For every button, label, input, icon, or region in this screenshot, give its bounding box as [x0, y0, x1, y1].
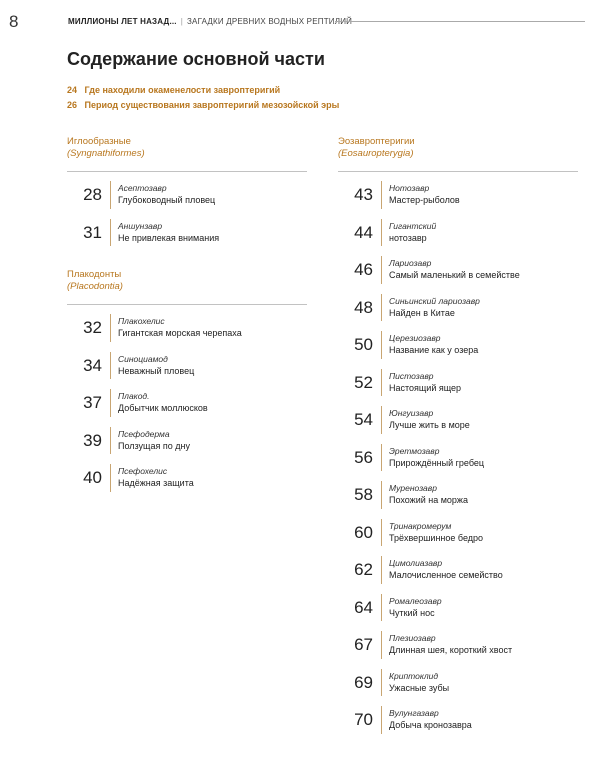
entry-species-name: Гигантский	[389, 220, 437, 231]
entry-text	[389, 626, 512, 664]
entry-description: Настоящий ящер	[389, 382, 462, 393]
page-title: Содержание основной части	[67, 49, 325, 69]
section-title: ЗАГАДКИ ДРЕВНИХ ВОДНЫХ РЕПТИЛИЙ	[187, 17, 353, 26]
toc-entry[interactable]	[338, 439, 578, 477]
entry-divider	[110, 314, 111, 342]
entry-page-number: 43	[354, 185, 373, 204]
toc-group	[67, 269, 307, 497]
entry-description: Не привлекая внимания	[118, 232, 220, 243]
entry-description: Надёжная защита	[118, 478, 194, 489]
toc-group	[67, 136, 307, 251]
group-header	[67, 136, 307, 172]
entry-page-number: 28	[83, 185, 102, 204]
entry-page-number: 64	[354, 597, 373, 617]
entry-text	[118, 347, 194, 385]
entry-species-name: Пистозавр	[389, 370, 434, 381]
entry-divider	[110, 352, 111, 380]
toc-entry[interactable]	[338, 626, 578, 664]
entry-description: Добытчик моллюсков	[118, 403, 208, 414]
entry-page-number: 62	[354, 560, 373, 579]
running-header	[0, 0, 600, 40]
toc-entry[interactable]	[67, 384, 307, 422]
entry-divider	[110, 464, 111, 492]
entry-divider	[110, 389, 111, 417]
entry-text	[118, 459, 194, 497]
entry-description: нотозавр	[389, 232, 427, 243]
entry-description: Малочисленное семейство	[389, 570, 503, 581]
toc-entry[interactable]	[67, 459, 307, 497]
entry-divider	[381, 481, 382, 509]
entry-divider	[381, 594, 382, 622]
header-separator: |	[180, 17, 183, 26]
toc-entry[interactable]	[338, 364, 578, 402]
entry-species-name: Плакод.	[118, 391, 150, 402]
toc-entry[interactable]	[338, 214, 578, 252]
entry-species-name: Юнгуизавр	[389, 408, 434, 419]
entry-divider	[110, 427, 111, 455]
toc-entry[interactable]	[67, 422, 307, 460]
entry-divider	[381, 256, 382, 284]
entry-divider	[110, 181, 111, 209]
entry-text	[389, 364, 461, 402]
toc-entry[interactable]	[67, 214, 307, 252]
toc-entry[interactable]	[338, 589, 578, 627]
group-header	[67, 269, 307, 305]
entry-species-name: Синоциамод	[118, 353, 168, 364]
entry-page-number: 40	[83, 468, 102, 487]
entry-text	[389, 439, 484, 477]
toc-entry[interactable]	[338, 476, 578, 514]
entry-page-number: 52	[354, 372, 373, 392]
entry-text	[118, 214, 219, 252]
entry-description: Неважный пловец	[118, 365, 195, 376]
running-title	[68, 17, 352, 26]
entry-description: Найден в Китае	[389, 307, 455, 318]
group-latin-name: (Eosauropterygia)	[338, 148, 414, 159]
entry-page-number: 48	[354, 297, 373, 317]
entry-text	[389, 401, 470, 439]
entry-divider	[381, 369, 382, 397]
entry-description: Мастер-рыболов	[389, 195, 460, 206]
entry-page-number: 69	[354, 672, 373, 692]
entry-text	[389, 214, 436, 252]
entry-description: Длинная шея, короткий хвост	[389, 645, 513, 656]
entry-page-number: 44	[354, 222, 373, 242]
entry-divider	[381, 556, 382, 584]
entry-text	[389, 514, 483, 552]
entry-description: Добыча кронозавра	[389, 720, 472, 731]
entry-species-name: Асептозавр	[118, 183, 167, 194]
entry-species-name: Псефохелис	[118, 466, 168, 477]
entry-text	[118, 384, 208, 422]
entry-text	[389, 476, 468, 514]
toc-entry[interactable]	[67, 176, 307, 214]
entry-page-number: 56	[354, 447, 373, 467]
entry-species-name: Ромалеозавр	[389, 595, 442, 606]
entry-text	[118, 309, 242, 347]
entry-description: Лучше жить в море	[389, 420, 470, 431]
entry-text	[389, 289, 480, 327]
book-title: МИЛЛИОНЫ ЛЕТ НАЗАД...	[68, 17, 177, 26]
entry-divider	[110, 219, 111, 247]
toc-entry[interactable]	[338, 401, 578, 439]
entry-description: Глубоководный пловец	[118, 195, 216, 206]
right-column	[338, 136, 578, 757]
entry-description: Ползущая по дну	[118, 440, 190, 451]
entry-page-number: 31	[83, 222, 102, 242]
intro-links	[67, 83, 339, 113]
entry-page-number: 37	[83, 393, 102, 412]
entry-page-number: 32	[83, 318, 102, 337]
entry-species-name: Псефодерма	[118, 428, 170, 439]
entry-text	[389, 589, 442, 627]
intro-text: Где находили окаменелости завроптеригий	[84, 85, 281, 95]
entry-text	[389, 664, 449, 702]
intro-page: 26	[67, 100, 78, 110]
entry-divider	[381, 406, 382, 434]
entry-description: Чуткий нос	[389, 607, 435, 618]
entry-text	[389, 701, 472, 739]
entry-species-name: Муренозавр	[389, 483, 437, 494]
entry-description: Трёхвершинное бедро	[389, 532, 484, 543]
entry-text	[118, 422, 190, 460]
toc-entry[interactable]	[338, 289, 578, 327]
toc-entry[interactable]	[67, 309, 307, 347]
entry-species-name: Криптоклид	[389, 670, 439, 681]
entry-description: Самый маленький в семействе	[389, 270, 520, 281]
group-latin-name: (Placodontia)	[67, 281, 123, 292]
entry-species-name: Плезиозавр	[389, 633, 436, 644]
entry-page-number: 50	[354, 335, 373, 354]
entry-text	[389, 326, 478, 364]
left-column	[67, 136, 307, 515]
entry-divider	[381, 631, 382, 659]
toc-entry[interactable]	[338, 664, 578, 702]
group-latin-name: (Syngnathiformes)	[67, 148, 145, 159]
intro-item[interactable]	[67, 98, 339, 113]
entry-species-name: Вулунгазавр	[389, 708, 439, 719]
entry-page-number: 60	[354, 522, 373, 542]
entry-page-number: 54	[354, 410, 373, 429]
entry-text	[389, 251, 520, 289]
entry-divider	[381, 181, 382, 209]
entry-species-name: Эретмозавр	[389, 445, 440, 456]
entry-page-number: 34	[83, 355, 102, 375]
entry-page-number: 67	[354, 635, 373, 654]
toc-entry[interactable]	[338, 251, 578, 289]
entry-divider	[381, 294, 382, 322]
entry-species-name: Плакохелис	[118, 316, 165, 327]
page-number: 8	[9, 12, 19, 31]
toc-entry[interactable]	[338, 551, 578, 589]
entry-divider	[381, 219, 382, 247]
entry-page-number: 70	[354, 710, 373, 729]
toc-group	[338, 136, 578, 739]
entry-divider	[381, 444, 382, 472]
entry-species-name: Нотозавр	[389, 183, 430, 194]
entry-description: Гигантская морская черепаха	[118, 328, 242, 339]
entry-text	[389, 176, 460, 214]
group-name: Плакодонты	[67, 269, 122, 280]
entry-page-number: 46	[354, 260, 373, 279]
entry-species-name: Лариозавр	[389, 258, 432, 269]
header-rule	[335, 21, 585, 22]
entry-text	[118, 176, 215, 214]
entry-page-number: 58	[354, 485, 373, 504]
entry-divider	[381, 706, 382, 734]
entry-divider	[381, 519, 382, 547]
entry-species-name: Цимолиазавр	[389, 558, 443, 569]
toc-entry[interactable]	[338, 514, 578, 552]
toc-entry[interactable]	[338, 176, 578, 214]
entry-divider	[381, 669, 382, 697]
entry-description: Ужасные зубы	[389, 682, 450, 693]
group-header	[338, 136, 578, 172]
entry-species-name: Тринакромерум	[389, 520, 452, 531]
intro-page: 24	[67, 85, 78, 95]
toc-entry[interactable]	[338, 701, 578, 739]
entry-species-name: Аншунзавр	[118, 220, 163, 231]
intro-item[interactable]	[67, 83, 339, 98]
entry-page-number: 39	[83, 430, 102, 450]
group-name: Эозавроптеригии	[338, 136, 415, 147]
intro-text: Период существования завроптеригий мезозойской эры	[84, 100, 340, 110]
entry-text	[389, 551, 503, 589]
group-name: Иглообразные	[67, 136, 131, 147]
entry-description: Похожий на моржа	[389, 495, 468, 506]
toc-entry[interactable]	[338, 326, 578, 364]
entry-description: Название как у озера	[389, 345, 479, 356]
entry-species-name: Церезиозавр	[389, 333, 441, 344]
entry-description: Прирождённый гребец	[389, 457, 485, 468]
entry-divider	[381, 331, 382, 359]
toc-entry[interactable]	[67, 347, 307, 385]
entry-species-name: Синьинский лариозавр	[389, 295, 480, 306]
